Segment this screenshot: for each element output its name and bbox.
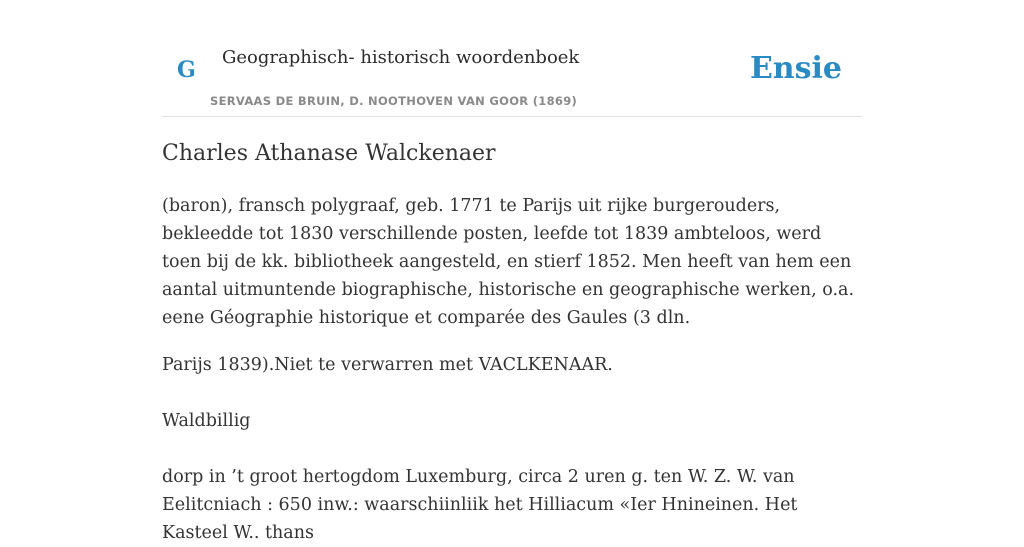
main-content [162,138,862,547]
entry-title: Waldbillig [162,411,251,431]
site-header [162,0,862,117]
book-logo-letter[interactable]: G [177,57,196,83]
entry-paragraph: dorp in ’t groot hertogdom Luxemburg, circa 2 uren g. ten W. Z. W. van Eelitcniach : 650 inw.: waarschiinliik het Hilliacum «Ier Hnineinen. Het Kasteel W.. thans [162,467,798,543]
entry-paragraph: Parijs 1839).Niet te verwarren met VACLKENAAR. [162,355,613,375]
entry-paragraph: (baron), fransch polygraaf, geb. 1771 te Parijs uit rijke burgerouders, bekleedde tot 1830 verschillende posten, leefde tot 1839 ambteloos, werd toen bij de kk. bibliotheek aangesteld, en stierf 1852. Men heeft van hem een aantal uitmuntende biographische, historische en geographische werken, o.a. eene Géographie historique et comparée des Gaules (3 dln. [162,196,855,328]
ensie-logo[interactable]: Ensie [749,51,842,86]
book-authors: SERVAAS DE BRUIN, D. NOOTHOVEN VAN GOOR (1869) [210,94,578,108]
book-title-link[interactable]: Geographisch- historisch woordenboek [222,47,580,68]
entry-title: Charles Athanase Walckenaer [162,141,496,166]
